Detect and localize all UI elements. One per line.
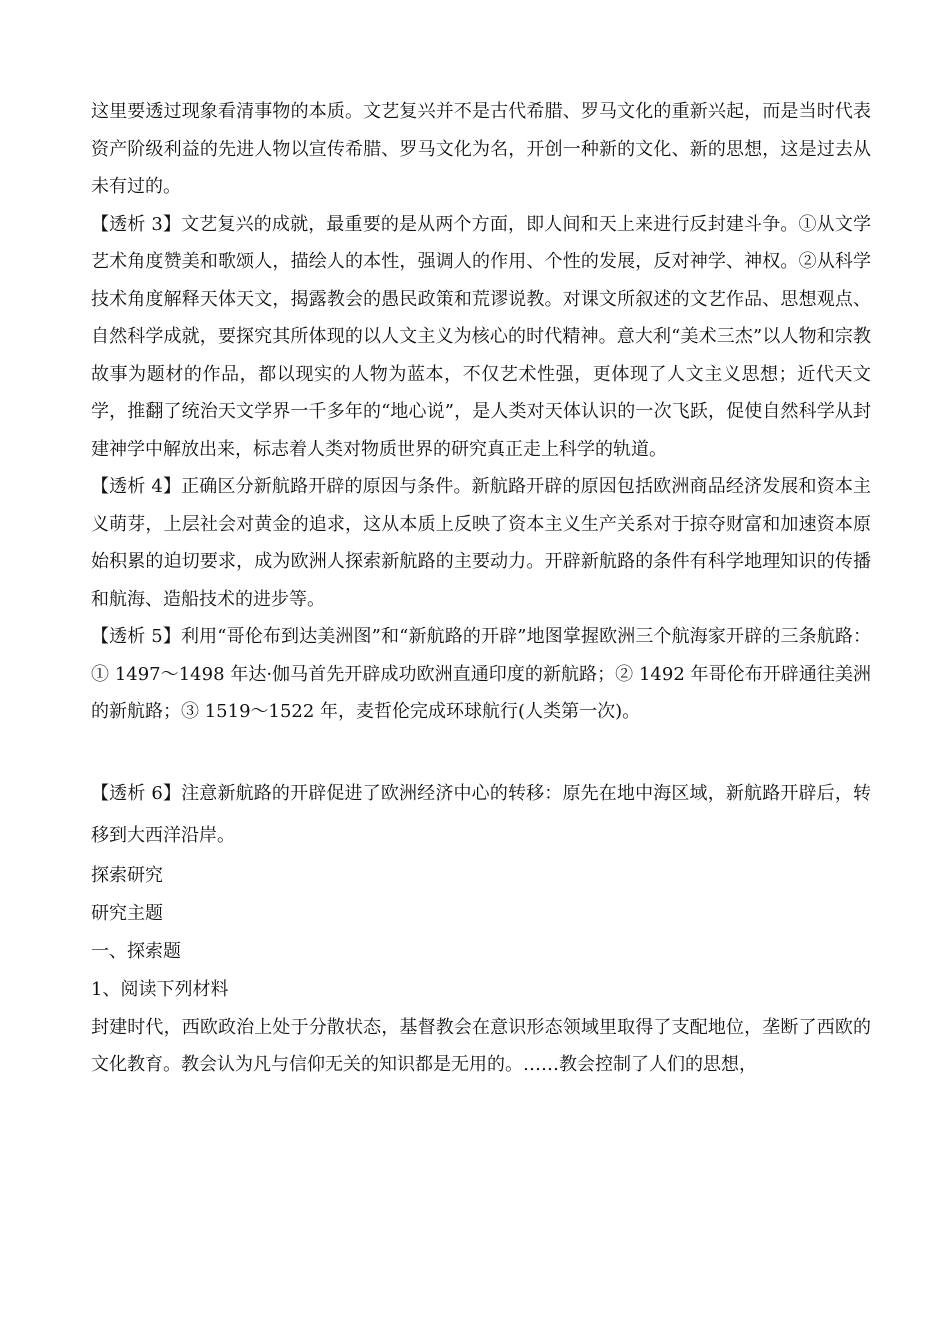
heading-explore: 探索研究 (91, 864, 163, 886)
material-text: 封建时代，西欧政治上处于分散状态，基督教会在意识形态领域里取得了支配地位，垄断了西欧的文化教育。教会认为凡与信仰无关的知识都是无用的。……教会控制了人们的思想， (91, 1016, 871, 1075)
question-1: 1、阅读下列材料 (91, 978, 229, 1000)
intro-text: 这里要透过现象看清事物的本质。文艺复兴并不是古代希腊、罗马文化的重新兴起，而是当时代表资产阶级利益的先进人物以宣传希腊、罗马文化为名，开创一种新的文化、新的思想，这是过去从未有过的。 (91, 101, 871, 197)
analysis-6-text: 注意新航路的开辟促进了欧洲经济中心的转移：原先在地中海区域，新航路开辟后，转移到大西洋沿岸。 (91, 782, 871, 846)
intro-paragraph (91, 93, 871, 206)
analysis-3-label: 【透析 3】 (91, 213, 182, 235)
blank-line (91, 731, 871, 773)
heading-section: 一、探索题 (91, 940, 181, 962)
analysis-4-text: 正确区分新航路开辟的原因与条件。新航路开辟的原因包括欧洲商品经济发展和资本主义萌芽，上层社会对黄金的追求，这从本质上反映了资本主义生产关系对于掠夺财富和加速资本原始积累的迫切要求，成为欧洲人探索新航路的主要动力。开辟新航路的条件有科学地理知识的传播和航海、造船技术的进步等。 (91, 476, 871, 610)
document-body (91, 93, 871, 1084)
analysis-6-label: 【透析 6】 (91, 782, 182, 804)
heading-topic: 研究主题 (91, 902, 163, 924)
analysis-6-paragraph (91, 773, 871, 857)
analysis-3-paragraph (91, 206, 871, 469)
analysis-3-text: 文艺复兴的成就，最重要的是从两个方面，即人间和天上来进行反封建斗争。①从文学艺术角度赞美和歌颂人，描绘人的本性，强调人的作用、个性的发展，反对神学、神权。②从科学技术角度解释天体天文，揭露教会的愚民政策和荒谬说教。对课文所叙述的文艺作品、思想观点、自然科学成就，要探究其所体现的以人文主义为核心的时代精神。意大利“美术三杰”以人物和宗教故事为题材的作品，都以现实的人物为蓝本，不仅艺术性强，更体现了人文主义思想；近代天文学，推翻了统治天文学界一千多年的“地心说”，是人类对天体认识的一次飞跃，促使自然科学从封建神学中解放出来，标志着人类对物质世界的研究真正走上科学的轨道。 (91, 213, 871, 460)
analysis-5-paragraph (91, 618, 871, 731)
analysis-5-label: 【透析 5】 (91, 626, 181, 647)
analysis-4-label: 【透析 4】 (91, 476, 182, 497)
analysis-4-paragraph (91, 468, 871, 618)
material-paragraph (91, 1009, 871, 1084)
analysis-5-text: 利用“哥伦布到达美洲图”和“新航路的开辟”地图掌握欧洲三个航海家开辟的三条航路：① 1497～1498 年达·伽马首先开辟成功欧洲直通印度的新航路；② 1492 年哥伦布开辟通往美洲的新航路；③ 1519～1522 年，麦哲伦完成环球航行(人类第一次)。 (91, 626, 871, 722)
